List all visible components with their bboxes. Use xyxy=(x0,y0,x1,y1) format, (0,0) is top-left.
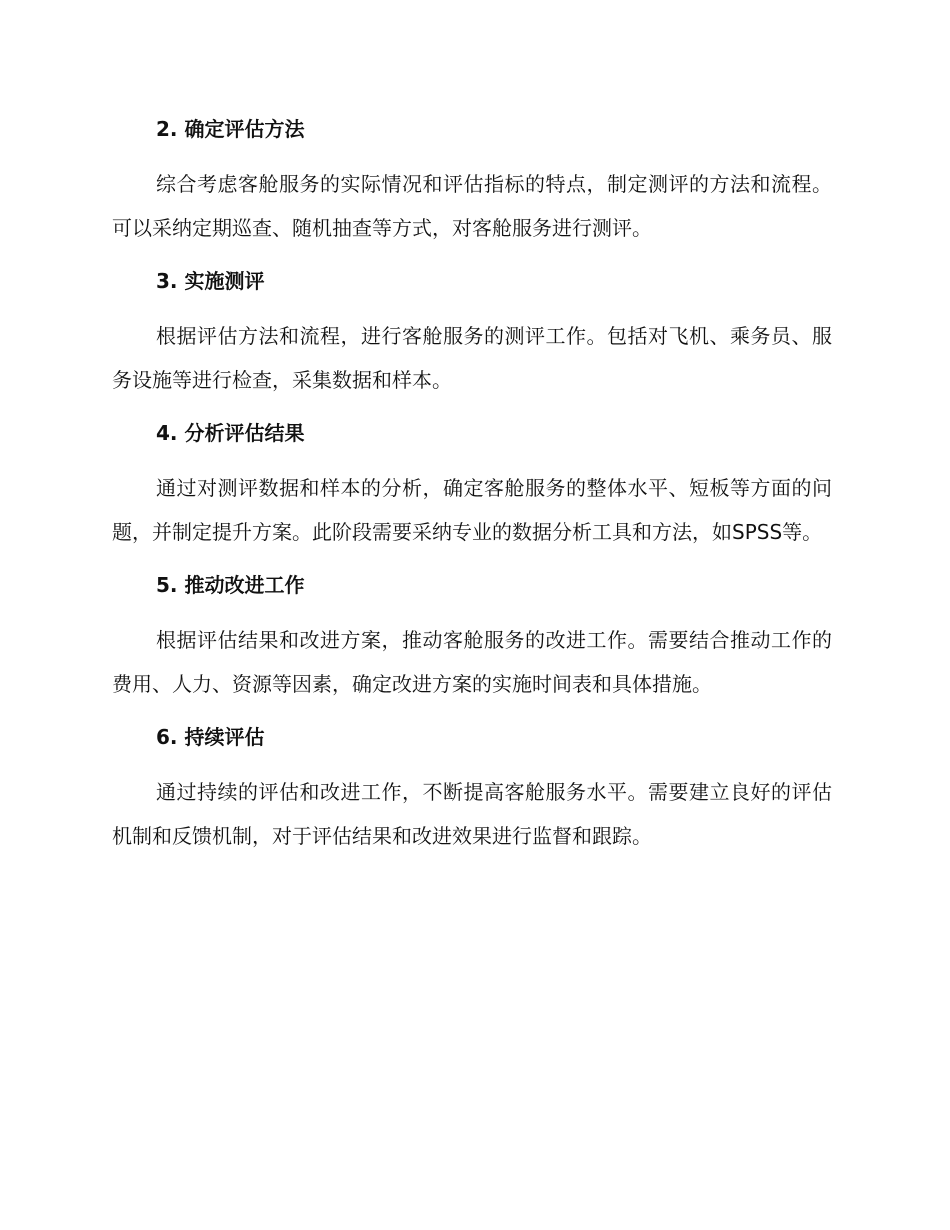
section-heading: 3. 实施测评 xyxy=(156,269,265,293)
section-continuous-evaluation xyxy=(112,720,832,858)
section-implement-evaluation xyxy=(112,264,832,402)
document-body xyxy=(112,112,832,858)
section-heading: 5. 推动改进工作 xyxy=(156,573,305,597)
section-heading: 6. 持续评估 xyxy=(156,725,265,749)
section-paragraph: 通过对测评数据和样本的分析，确定客舱服务的整体水平、短板等方面的问题，并制定提升方案。此阶段需要采纳专业的数据分析工具和方法，如SPSS等。 xyxy=(112,476,832,544)
section-paragraph: 根据评估方法和流程，进行客舱服务的测评工作。包括对飞机、乘务员、服务设施等进行检查，采集数据和样本。 xyxy=(112,324,832,392)
section-promote-improvement xyxy=(112,568,832,706)
section-heading: 4. 分析评估结果 xyxy=(156,421,305,445)
section-paragraph: 通过持续的评估和改进工作，不断提高客舱服务水平。需要建立良好的评估机制和反馈机制，对于评估结果和改进效果进行监督和跟踪。 xyxy=(112,780,832,848)
section-paragraph: 根据评估结果和改进方案，推动客舱服务的改进工作。需要结合推动工作的费用、人力、资源等因素，确定改进方案的实施时间表和具体措施。 xyxy=(112,628,832,696)
section-heading: 2. 确定评估方法 xyxy=(156,117,305,141)
section-determine-method xyxy=(112,112,832,250)
section-analyze-results xyxy=(112,416,832,554)
section-paragraph: 综合考虑客舱服务的实际情况和评估指标的特点，制定测评的方法和流程。可以采纳定期巡查、随机抽查等方式，对客舱服务进行测评。 xyxy=(112,172,832,240)
